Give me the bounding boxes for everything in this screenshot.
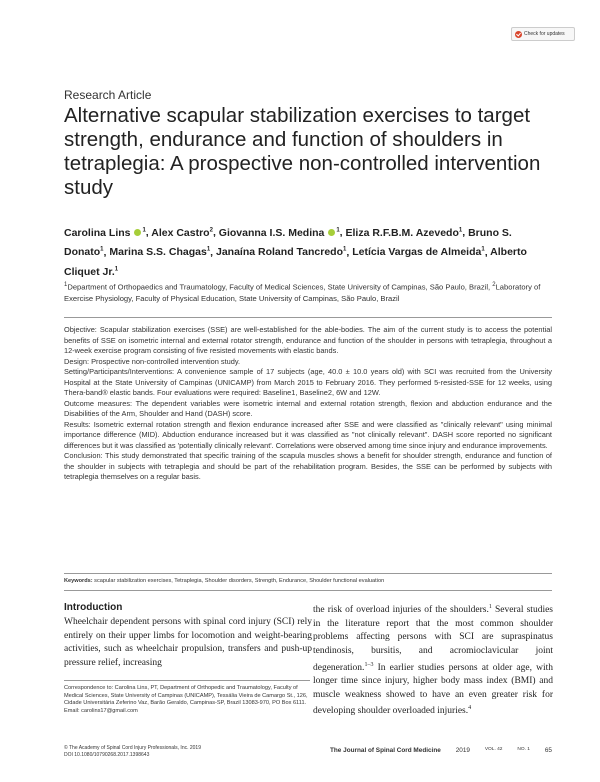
abstract-design: Design: Prospective non-controlled intervention study.	[64, 356, 241, 366]
journal-name: The Journal of Spinal Cord Medicine	[330, 747, 441, 754]
issue: NO. 1	[517, 747, 530, 752]
orcid-icon[interactable]	[134, 229, 141, 236]
abstract-setting: Setting/Participants/Interventions: A convenience sample of 17 subjects (age, 40.0 ± 10.0 years old) with SCI was recruited from the University Hospital at the State University of Campinas (UNICAMP) from March 2015 to February 2016. They performed 5-resisted-SSE for 12 weeks, using Thera-band® elastic bands. Four evaluations were required: Baseline1, Baseline2, 6W and 12W.	[64, 367, 552, 397]
divider	[64, 573, 552, 574]
volume: VOL. 42	[484, 747, 503, 752]
citation-link[interactable]: 1	[488, 604, 492, 610]
abstract-results: Results: Isometric external rotation strength and flexion endurance increased after SSE and were classified as "clinically relevant" using minimal importance difference (MID). Abduction endurance increased but it was classified as "not clinically relevant". DASH score reported no significant differences but it was classified as 'potentially clinically relevant'. Correlations were observed among time since injury and endurance improvements.	[64, 419, 552, 450]
citation-link[interactable]: 4	[468, 705, 472, 712]
intro-column-right: the risk of overload injuries of the shoulders.$^1$ Several studies in the literature report that the most common shoulder problems affecting persons with SCI are supraspinatus tendinosis, bursitis, and acromioclavicular joint degeneration.$^{1-3}$ In earlier studies persons at older age, with longer time since injury, higher body mass index (BMI) and muscle weakness showed to have an even greater risk for developing shoulder overloaded injuries.$^4$	[313, 604, 553, 717]
abstract-conclusion: Conclusion: This study demonstrated that specific training of the scapula muscles shows a benefit for shoulder strength, endurance and function of the shoulder in subjects with tetraplegia and should be part of the rehabilitation program. Besides, the SSE can be performed by subjects with tetraplegia themselves on a regular basis.	[64, 451, 552, 481]
citation-link[interactable]: 1–3	[364, 661, 374, 668]
year: 2019	[455, 747, 470, 754]
keywords: Keywords: scapular stabilization exercises, Tetraplegia, Shoulder disorders, Strength, Endurance, Shoulder functional evaluation	[64, 578, 385, 584]
author: Janaína Roland Tancredo$^1$	[216, 246, 347, 258]
doi-link[interactable]: DOI 10.1080/10790268.2017.1398643	[64, 752, 150, 758]
check-updates-icon	[515, 31, 522, 38]
footer-right	[330, 747, 552, 754]
author: Eliza R.F.B.M. Azevedo$^1$	[345, 226, 463, 239]
author: Bruno S. Donato$^1$	[64, 226, 512, 258]
author: Marina S.S. Chagas$^1$	[109, 246, 211, 258]
intro-column-left: Wheelchair dependent persons with spinal cord injury (SCI) rely entirely on their upper limbs for locomotion and weight-bearing activities, such as wheelchair propulsion, transfers and push-up pressure relief, increasing	[64, 617, 312, 668]
footnote-divider	[64, 680, 310, 681]
correspondence-note: Correspondence to: Carolina Lins, PT, Department of Orthopedic and Traumatology, Faculty of Medical Sciences, State University of Campinas (UNICAMP), Tessália Vieira de Camargo St., 126, Cidade Universitária Zeferino Vaz, Barão Geraldo, Campinas-SP, Brazil 13083-970, PO Box 6111. Email: carolins17@gmail.com	[64, 685, 308, 714]
copyright: © The Academy of Spinal Cord Injury Professionals, Inc. 2019	[64, 745, 201, 751]
abstract-outcome: Outcome measures: The dependent variables were isometric internal and external rotation strength, flexion and abduction endurance and the Disabilities of the Arm, Shoulder and Hand (DASH) score.	[64, 398, 552, 418]
author: Carolina Lins $^1$	[64, 226, 146, 239]
author: Alberto Cliquet Jr.$^1$	[64, 246, 527, 278]
author: Letícia Vargas de Almeida$^1$	[352, 246, 485, 258]
divider	[64, 317, 552, 318]
check-for-updates-button[interactable]	[511, 27, 575, 41]
author: Alex Castro$^2$	[151, 226, 213, 239]
divider	[64, 590, 552, 591]
abstract-objective: Objective: Scapular stabilization exercises (SSE) are well-established for the able-bodies. The aim of the current study is to access the potential benefits of SSE on isometric internal and external rotator strength, endurance and function of the shoulder in persons with tetraplegia, throughout a 12-week exercise program consisting of five resisted movements with elastic bands.	[64, 325, 552, 355]
footer-left	[64, 745, 201, 759]
check-for-updates-label: Check for updates	[524, 31, 565, 37]
author-list: Carolina Lins $^1$, Alex Castro$^2$, Giovanna I.S. Medina $^1$, Eliza R.F.B.M. Azevedo$^1$, Bruno S. Donato$^1$, Marina S.S. Chagas$^1$, Janaína Roland Tancredo$^1$, Letícia Vargas de Almeida$^1$, Alberto Cliquet Jr.$^1$	[64, 226, 527, 278]
page-number: 65	[544, 747, 552, 754]
affiliations: $^1$Department of Orthopaedics and Traumatology, Faculty of Medical Sciences, State University of Campinas, São Paulo, Brazil, $^2$Laboratory of Exercise Physiology, Faculty of Physical Education, State University of Campinas, São Paulo, Brazil	[64, 282, 541, 303]
abstract	[64, 325, 552, 483]
article-type: Research Article	[64, 88, 152, 102]
section-heading-introduction: Introduction	[64, 602, 123, 613]
article-title: Alternative scapular stabilization exercises to target strength, endurance and function of shoulders in tetraplegia: A prospective non-controlled intervention study	[64, 104, 541, 199]
author: Giovanna I.S. Medina $^1$	[218, 226, 340, 239]
orcid-icon[interactable]	[328, 229, 335, 236]
